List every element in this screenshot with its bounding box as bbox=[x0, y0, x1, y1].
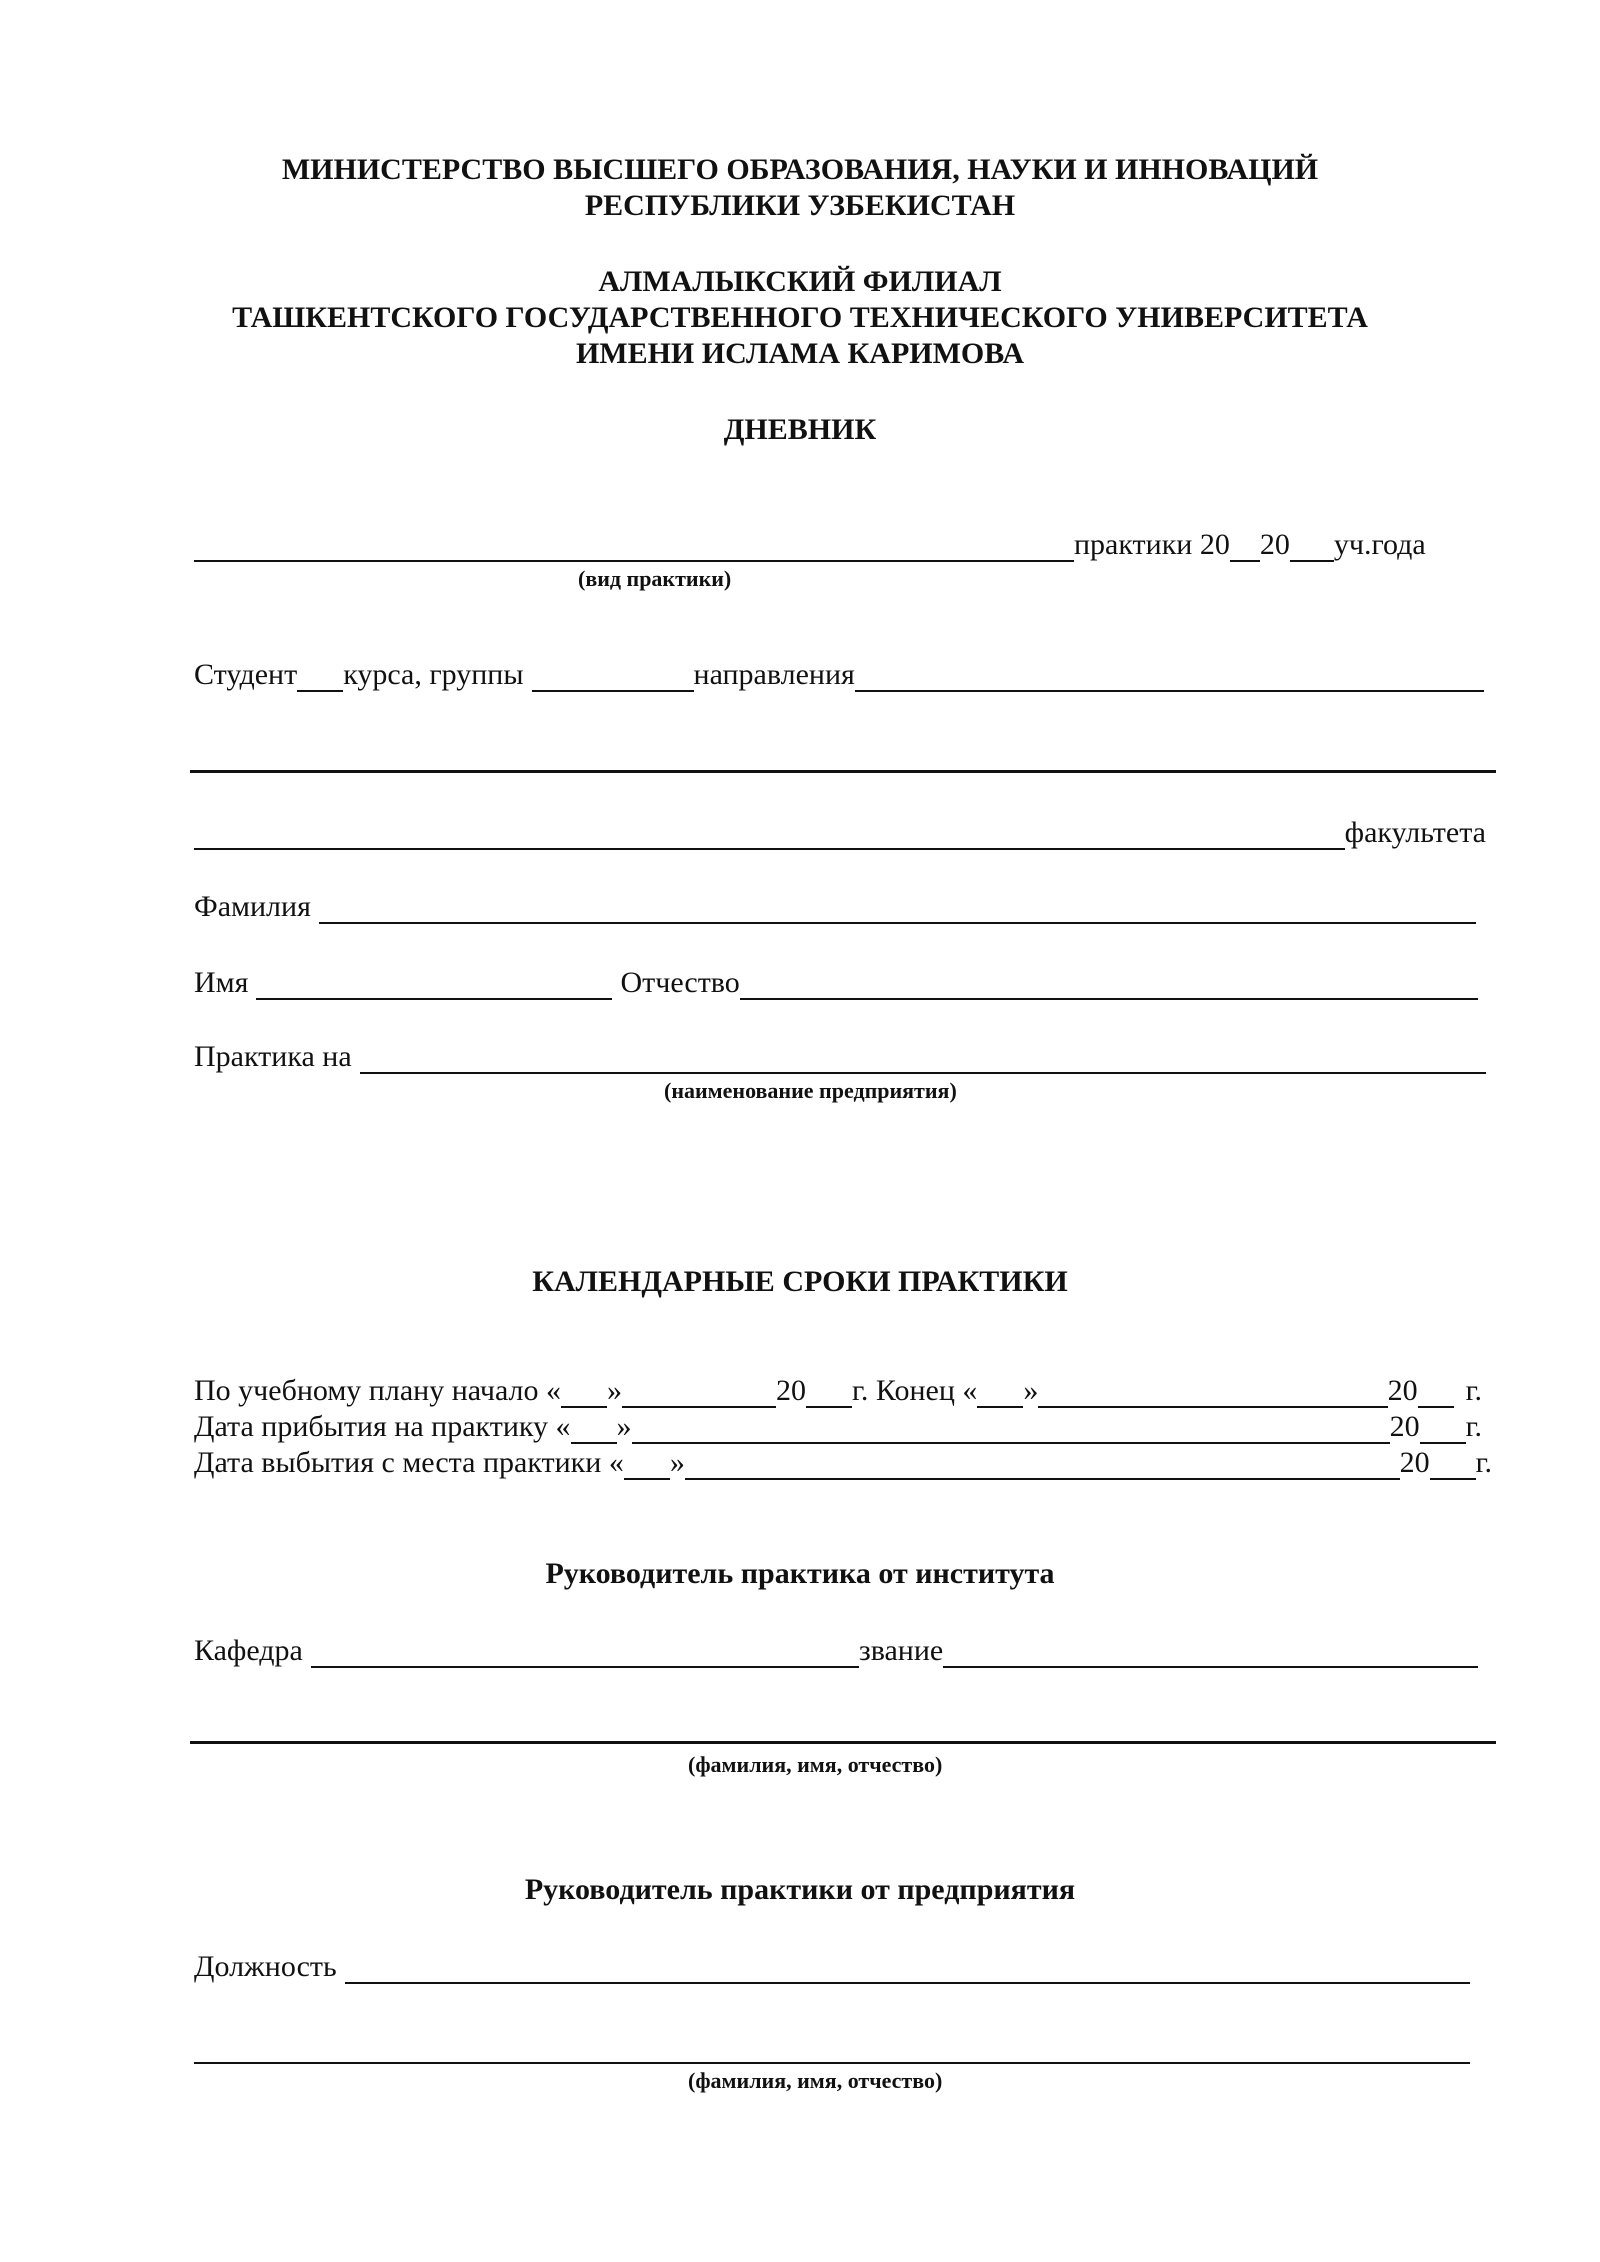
department-row bbox=[194, 1634, 1478, 1668]
departure-quote-close: » bbox=[669, 1446, 685, 1479]
start-year-prefix: 20 bbox=[776, 1374, 807, 1407]
enterprise-supervisor-title: Руководитель практики от предприятия bbox=[524, 1873, 1076, 1906]
enterprise-supervisor-fio-field[interactable] bbox=[194, 2032, 1470, 2064]
faculty-extra-field[interactable] bbox=[1299, 818, 1345, 850]
practice-at-label: Практика на bbox=[194, 1040, 352, 1073]
name-label: Имя bbox=[194, 966, 249, 999]
enterprise-caption: (наименование предприятия) bbox=[664, 1078, 957, 1103]
enterprise-field[interactable] bbox=[360, 1042, 1486, 1074]
institute-supervisor-fio-line[interactable] bbox=[190, 1741, 1496, 1744]
rank-label: звание bbox=[858, 1634, 944, 1667]
academic-year-label: уч.года bbox=[1333, 528, 1426, 561]
end-year-suffix: г. bbox=[1465, 1374, 1482, 1407]
practice-subtype-field[interactable] bbox=[774, 530, 1074, 562]
departure-day-field[interactable] bbox=[624, 1448, 670, 1480]
end-quote-close: » bbox=[1023, 1374, 1039, 1407]
end-month-field[interactable] bbox=[1038, 1376, 1387, 1408]
end-label: г. Конец « bbox=[852, 1374, 978, 1407]
branch-line-3: ИМЕНИ ИСЛАМА КАРИМОВА bbox=[575, 337, 1025, 370]
end-year-field[interactable] bbox=[1418, 1376, 1440, 1408]
ministry-line-2: РЕСПУБЛИКИ УЗБЕКИСТАН bbox=[584, 189, 1016, 222]
arrival-month-field[interactable] bbox=[632, 1412, 1390, 1444]
calendar-title: КАЛЕНДАРНЫЕ СРОКИ ПРАКТИКИ bbox=[532, 1265, 1068, 1298]
practice-type-row bbox=[194, 528, 1474, 562]
arrival-year-suffix: г. bbox=[1465, 1410, 1482, 1443]
departure-month-field[interactable] bbox=[685, 1448, 1400, 1480]
departure-row bbox=[194, 1446, 1492, 1480]
name-field[interactable] bbox=[256, 968, 612, 1000]
faculty-field[interactable] bbox=[194, 818, 1299, 850]
year-end-field[interactable] bbox=[1290, 530, 1320, 562]
institute-supervisor-title: Руководитель практика от института bbox=[545, 1557, 1055, 1590]
department-field[interactable] bbox=[311, 1636, 859, 1668]
student-row bbox=[194, 658, 1484, 692]
arrival-year-field[interactable] bbox=[1420, 1412, 1466, 1444]
arrival-quote-close: » bbox=[616, 1410, 632, 1443]
end-year-extra-field[interactable] bbox=[1440, 1376, 1454, 1408]
practice-place-row bbox=[194, 1040, 1486, 1074]
surname-field[interactable] bbox=[319, 892, 1476, 924]
year-end-extra-field[interactable] bbox=[1320, 530, 1334, 562]
patronymic-field[interactable] bbox=[740, 968, 1478, 1000]
direction-field[interactable] bbox=[855, 660, 1484, 692]
practice-label: практики 20 bbox=[1074, 528, 1230, 561]
surname-label: Фамилия bbox=[194, 890, 311, 923]
branch-line-1: АЛМАЛЫКСКИЙ ФИЛИАЛ bbox=[598, 265, 1002, 298]
enterprise-fio-caption: (фамилия, имя, отчество) bbox=[688, 2068, 943, 2093]
ministry-line-1: МИНИСТЕРСТВО ВЫСШЕГО ОБРАЗОВАНИЯ, НАУКИ И ИННОВАЦИЙ bbox=[281, 153, 1319, 186]
surname-row bbox=[194, 890, 1476, 924]
document-title: ДНЕВНИК bbox=[723, 413, 877, 446]
direction-continuation-line[interactable] bbox=[190, 770, 1496, 773]
institute-fio-caption: (фамилия, имя, отчество) bbox=[688, 1752, 943, 1777]
enterprise-fio-row bbox=[194, 2030, 1470, 2064]
arrival-row bbox=[194, 1410, 1482, 1444]
student-label: Студент bbox=[194, 658, 298, 691]
position-extra-field[interactable] bbox=[735, 1952, 1470, 1984]
start-month-extra-field[interactable] bbox=[718, 1376, 776, 1408]
arrival-day-field[interactable] bbox=[571, 1412, 617, 1444]
department-label: Кафедра bbox=[194, 1634, 303, 1667]
course-field[interactable] bbox=[297, 660, 343, 692]
practice-type-caption: (вид практики) bbox=[578, 566, 732, 591]
departure-year-field[interactable] bbox=[1430, 1448, 1476, 1480]
departure-year-suffix: г. bbox=[1475, 1446, 1492, 1479]
start-year-field[interactable] bbox=[806, 1376, 852, 1408]
year-start-field[interactable] bbox=[1230, 530, 1260, 562]
course-group-label: курса, группы bbox=[343, 658, 524, 691]
plan-dates-row bbox=[194, 1374, 1482, 1408]
name-row bbox=[194, 966, 1478, 1000]
arrival-label: Дата прибытия на практику « bbox=[194, 1410, 571, 1443]
position-label: Должность bbox=[194, 1950, 337, 1983]
faculty-row bbox=[194, 816, 1486, 850]
faculty-label: факультета bbox=[1344, 816, 1486, 849]
start-day-field[interactable] bbox=[561, 1376, 607, 1408]
direction-label: направления bbox=[693, 658, 855, 691]
end-year-prefix: 20 bbox=[1387, 1374, 1418, 1407]
plan-start-label: По учебному плану начало « bbox=[194, 1374, 562, 1407]
departure-label: Дата выбытия с места практики « bbox=[194, 1446, 624, 1479]
departure-year-prefix: 20 bbox=[1399, 1446, 1430, 1479]
end-day-field[interactable] bbox=[977, 1376, 1023, 1408]
start-month-field[interactable] bbox=[622, 1376, 718, 1408]
group-field[interactable] bbox=[532, 660, 694, 692]
rank-field[interactable] bbox=[943, 1636, 1478, 1668]
branch-line-2: ТАШКЕНТСКОГО ГОСУДАРСТВЕННОГО ТЕХНИЧЕСКОГО УНИВЕРСИТЕТА bbox=[232, 301, 1368, 334]
arrival-year-prefix: 20 bbox=[1389, 1410, 1420, 1443]
practice-20-label: 20 bbox=[1259, 528, 1290, 561]
position-field[interactable] bbox=[345, 1952, 735, 1984]
start-quote-close: » bbox=[607, 1374, 623, 1407]
patronymic-label: Отчество bbox=[620, 966, 740, 999]
position-row bbox=[194, 1950, 1470, 1984]
practice-type-field[interactable] bbox=[194, 530, 774, 562]
